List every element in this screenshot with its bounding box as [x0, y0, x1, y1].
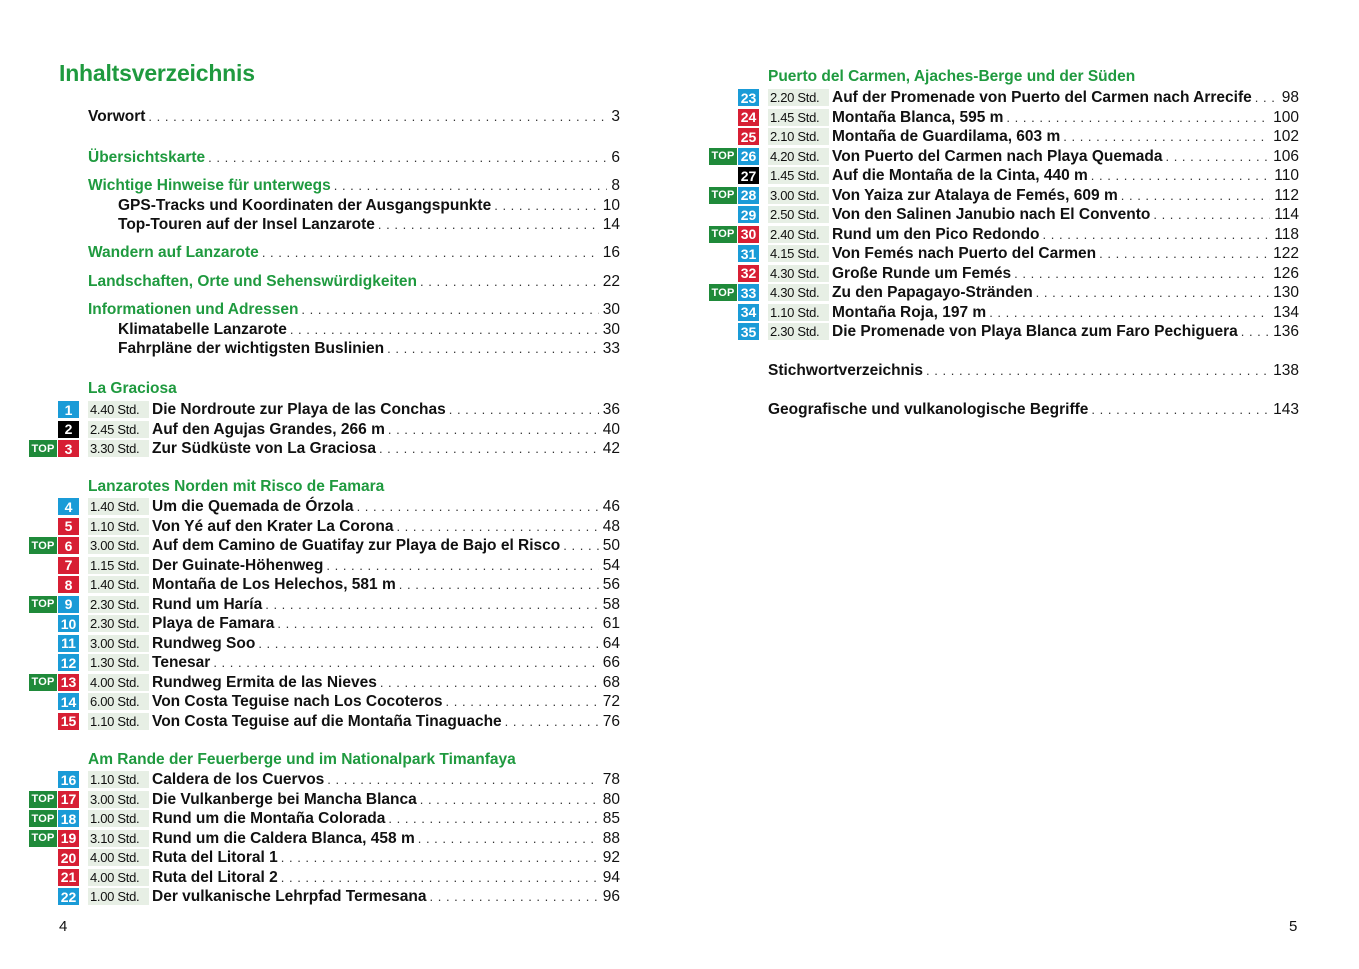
tour-entry-leader-dots — [281, 868, 599, 888]
tour-entry[interactable] — [152, 575, 620, 595]
toc-entry-leader-dots — [290, 320, 599, 340]
toc-entry[interactable] — [118, 320, 620, 340]
tour-entry-title: Montaña de Guardilama, 603 m — [832, 128, 1061, 145]
toc-entry-page: 22 — [602, 273, 620, 290]
toc-entry-leader-dots — [301, 300, 598, 320]
tour-entry[interactable] — [832, 225, 1299, 245]
tour-entry[interactable] — [832, 283, 1299, 303]
tour-entry-leader-dots — [1165, 147, 1269, 167]
tour-number-badge: 7 — [58, 557, 79, 574]
toc-entry-leader-dots — [378, 215, 599, 235]
tour-duration: 2.30 Std. — [768, 323, 829, 340]
toc-entry-title: GPS-Tracks und Koordinaten der Ausgangspunkte — [118, 197, 492, 214]
tour-entry-page: 68 — [602, 673, 620, 691]
tour-number-badge: 30 — [738, 226, 759, 243]
tour-entry-page: 110 — [1274, 167, 1299, 184]
tour-duration: 1.10 Std. — [768, 304, 829, 321]
toc-entry-title: Top-Touren auf der Insel Lanzarote — [118, 216, 375, 233]
tour-entry-leader-dots — [563, 536, 598, 556]
tour-entry-leader-dots — [379, 439, 599, 459]
tour-entry-page: 58 — [602, 595, 620, 613]
tour-entry-title: Auf dem Camino de Guatifay zur Playa de Bajo el Risco — [152, 537, 561, 554]
tour-duration: 2.30 Std. — [88, 596, 149, 613]
tour-number-badge: 15 — [58, 713, 79, 730]
tour-entry-title: Rund um die Caldera Blanca, 458 m — [152, 829, 415, 847]
tour-entry-leader-dots — [1006, 108, 1269, 128]
tour-entry-leader-dots — [277, 614, 598, 634]
tour-entry-title: Rund um Haría — [152, 595, 263, 613]
tour-entry-leader-dots — [420, 790, 599, 810]
tour-entry-page: 100 — [1273, 108, 1299, 126]
toc-entry-leader-dots — [208, 148, 607, 168]
tour-number-badge: 13 — [58, 674, 79, 691]
tour-entry-leader-dots — [1014, 264, 1269, 284]
tour-entry-leader-dots — [281, 848, 599, 868]
toc-entry[interactable] — [118, 339, 620, 359]
tour-entry-page: 56 — [602, 576, 620, 593]
tour-entry[interactable] — [152, 848, 620, 868]
tour-entry[interactable] — [152, 868, 620, 888]
toc-entry-title: Übersichtskarte — [88, 149, 206, 166]
tour-number-badge: 14 — [58, 693, 79, 710]
tour-duration: 4.30 Std. — [768, 265, 829, 282]
tour-duration: 2.50 Std. — [768, 206, 829, 223]
section-heading: Puerto del Carmen, Ajaches-Berge und der Süden — [768, 68, 1136, 85]
tour-number-badge: 16 — [58, 771, 79, 788]
toc-entry[interactable] — [768, 361, 1299, 381]
tour-entry-leader-dots — [396, 517, 598, 537]
tour-entry[interactable] — [832, 303, 1299, 323]
toc-entry[interactable] — [88, 176, 620, 196]
tour-number-badge: 34 — [738, 304, 759, 321]
tour-entry[interactable] — [152, 770, 620, 790]
page-number-right: 5 — [1289, 918, 1298, 935]
tour-entry-page: 112 — [1274, 186, 1299, 204]
tour-entry-title: Der vulkanische Lehrpfad Termesana — [152, 888, 427, 905]
top-tour-badge: TOP — [709, 284, 737, 301]
tour-entry-page: 42 — [602, 440, 620, 457]
tour-entry[interactable] — [152, 614, 620, 634]
tour-entry[interactable] — [832, 166, 1299, 186]
toc-entry-page: 10 — [602, 197, 620, 214]
tour-duration: 4.40 Std. — [88, 401, 149, 418]
tour-duration: 1.10 Std. — [88, 713, 149, 730]
tour-duration: 2.10 Std. — [768, 128, 829, 145]
tour-entry-title: Auf den Agujas Grandes, 266 m — [152, 420, 385, 438]
tour-entry-page: 54 — [602, 556, 620, 574]
toc-entry-page: 14 — [602, 216, 620, 233]
tour-entry-page: 46 — [602, 498, 620, 515]
tour-entry-title: Von Femés nach Puerto del Carmen — [832, 245, 1097, 262]
tour-entry-leader-dots — [449, 400, 599, 420]
tour-number-badge: 6 — [58, 537, 79, 554]
tour-entry[interactable] — [832, 186, 1299, 206]
tour-entry-title: Rund um die Montaña Colorada — [152, 810, 386, 827]
toc-entry-title: Geografische und vulkanologische Begriffe — [768, 401, 1089, 418]
tour-number-badge: 20 — [58, 849, 79, 866]
tour-duration: 1.45 Std. — [768, 109, 829, 126]
tour-entry-page: 134 — [1273, 303, 1299, 321]
tour-entry-leader-dots — [1043, 225, 1271, 245]
tour-number-badge: 21 — [58, 869, 79, 886]
tour-entry-title: Rundweg Ermita de las Nieves — [152, 673, 377, 691]
tour-entry[interactable] — [152, 497, 620, 517]
toc-entry-page: 143 — [1273, 401, 1299, 418]
tour-entry[interactable] — [152, 556, 620, 576]
tour-entry-title: Die Vulkanberge bei Mancha Blanca — [152, 790, 417, 808]
tour-entry-page: 136 — [1273, 323, 1299, 340]
tour-entry-leader-dots — [326, 556, 598, 576]
tour-duration: 1.10 Std. — [88, 518, 149, 535]
tour-entry[interactable] — [832, 147, 1299, 167]
tour-entry-title: Von Yaiza zur Atalaya de Femés, 609 m — [832, 186, 1118, 204]
tour-entry-leader-dots — [418, 829, 599, 849]
tour-entry-title: Caldera de los Cuervos — [152, 771, 325, 788]
page-title: Inhaltsverzeichnis — [59, 60, 255, 86]
tour-number-badge: 11 — [58, 635, 79, 652]
tour-number-badge: 31 — [738, 245, 759, 262]
top-tour-badge: TOP — [29, 830, 57, 847]
toc-entry-page: 3 — [611, 108, 620, 125]
tour-duration: 4.00 Std. — [88, 869, 149, 886]
tour-duration: 1.40 Std. — [88, 498, 149, 515]
tour-entry-title: Große Runde um Femés — [832, 264, 1012, 282]
tour-number-badge: 4 — [58, 498, 79, 515]
tour-entry-leader-dots — [1063, 127, 1269, 147]
tour-duration: 1.00 Std. — [88, 810, 149, 827]
toc-entry[interactable] — [88, 300, 620, 320]
tour-entry-page: 40 — [602, 420, 620, 438]
toc-entry-title: Informationen und Adressen — [88, 301, 299, 318]
tour-entry[interactable] — [152, 712, 620, 732]
tour-entry[interactable] — [832, 264, 1299, 284]
toc-entry[interactable] — [118, 196, 620, 216]
toc-entry-page: 16 — [602, 244, 620, 261]
tour-entry-title: Der Guinate-Höhenweg — [152, 556, 324, 574]
tour-entry-title: Zu den Papagayo-Stränden — [832, 284, 1033, 301]
tour-entry[interactable] — [152, 692, 620, 712]
tour-number-badge: 23 — [738, 89, 759, 106]
toc-entry-title: Stichwortverzeichnis — [768, 362, 924, 379]
tour-entry[interactable] — [152, 439, 620, 459]
tour-entry[interactable] — [832, 205, 1299, 225]
tour-entry-title: Von Puerto del Carmen nach Playa Quemada — [832, 147, 1163, 165]
tour-duration: 4.20 Std. — [768, 148, 829, 165]
tour-entry-leader-dots — [1241, 322, 1269, 342]
tour-duration: 6.00 Std. — [88, 693, 149, 710]
tour-entry-title: Die Nordroute zur Playa de las Conchas — [152, 401, 446, 418]
tour-duration: 4.00 Std. — [88, 849, 149, 866]
toc-entry-leader-dots — [420, 272, 599, 292]
tour-duration: 1.40 Std. — [88, 576, 149, 593]
tour-entry-title: Von Costa Teguise auf die Montaña Tinaguache — [152, 712, 502, 730]
toc-entry-leader-dots — [262, 243, 599, 263]
tour-entry-leader-dots — [388, 420, 599, 440]
tour-entry-page: 48 — [602, 517, 620, 535]
tour-entry-leader-dots — [399, 575, 599, 595]
tour-entry-leader-dots — [446, 692, 599, 712]
toc-entry-leader-dots — [494, 196, 599, 216]
tour-number-badge: 2 — [58, 421, 79, 438]
tour-entry-page: 122 — [1273, 245, 1299, 262]
tour-number-badge: 22 — [58, 888, 79, 905]
tour-duration: 1.10 Std. — [88, 771, 149, 788]
toc-entry-page: 30 — [602, 301, 620, 318]
tour-entry-leader-dots — [1091, 166, 1270, 186]
tour-entry-leader-dots — [1099, 244, 1269, 264]
tour-entry[interactable] — [832, 127, 1299, 147]
tour-entry-title: Um die Quemada de Órzola — [152, 498, 354, 515]
tour-duration: 2.30 Std. — [88, 615, 149, 632]
tour-number-badge: 5 — [58, 518, 79, 535]
toc-entry-leader-dots — [1091, 400, 1269, 420]
tour-number-badge: 29 — [738, 206, 759, 223]
tour-entry-leader-dots — [380, 673, 599, 693]
tour-duration: 2.20 Std. — [768, 89, 829, 106]
tour-entry-page: 66 — [602, 654, 620, 671]
top-tour-badge: TOP — [709, 187, 737, 204]
tour-entry[interactable] — [832, 88, 1299, 108]
tour-entry-leader-dots — [505, 712, 599, 732]
toc-entry-leader-dots — [148, 107, 607, 127]
tour-entry-page: 80 — [602, 790, 620, 808]
tour-duration: 4.15 Std. — [768, 245, 829, 262]
tour-entry-page: 78 — [602, 771, 620, 788]
toc-entry[interactable] — [88, 272, 620, 292]
toc-entry-title: Landschaften, Orte und Sehenswürdigkeiten — [88, 273, 417, 290]
tour-duration: 3.10 Std. — [88, 830, 149, 847]
tour-entry-leader-dots — [327, 770, 598, 790]
section-heading: Am Rande der Feuerberge und im Nationalpark Timanfaya — [88, 751, 516, 768]
top-tour-badge: TOP — [29, 810, 57, 827]
tour-entry-page: 61 — [602, 615, 620, 632]
tour-entry[interactable] — [152, 634, 620, 654]
toc-entry-page: 8 — [611, 177, 620, 194]
tour-number-badge: 24 — [738, 109, 759, 126]
toc-entry-page: 138 — [1273, 362, 1299, 379]
tour-number-badge: 12 — [58, 654, 79, 671]
tour-number-badge: 28 — [738, 187, 759, 204]
tour-duration: 2.45 Std. — [88, 421, 149, 438]
tour-duration: 3.00 Std. — [768, 187, 829, 204]
tour-entry-page: 94 — [602, 868, 620, 886]
tour-entry[interactable] — [152, 595, 620, 615]
tour-number-badge: 35 — [738, 323, 759, 340]
tour-entry-leader-dots — [258, 634, 598, 654]
tour-entry-leader-dots — [357, 497, 599, 517]
tour-entry-title: Auf die Montaña de la Cinta, 440 m — [832, 167, 1088, 184]
tour-number-badge: 33 — [738, 284, 759, 301]
top-tour-badge: TOP — [709, 226, 737, 243]
tour-entry-leader-dots — [1255, 88, 1278, 108]
tour-entry[interactable] — [152, 673, 620, 693]
tour-entry-title: Von den Salinen Janubio nach El Convento — [832, 206, 1151, 223]
tour-number-badge: 17 — [58, 791, 79, 808]
tour-number-badge: 3 — [58, 440, 79, 457]
tour-duration: 4.00 Std. — [88, 674, 149, 691]
tour-duration: 1.15 Std. — [88, 557, 149, 574]
toc-entry-title: Klimatabelle Lanzarote — [118, 321, 287, 338]
toc-entry-title: Fahrpläne der wichtigsten Buslinien — [118, 340, 385, 357]
tour-entry-title: Auf der Promenade von Puerto del Carmen nach Arrecife — [832, 89, 1252, 106]
toc-entry-leader-dots — [334, 176, 608, 196]
tour-entry-page: 98 — [1281, 89, 1299, 106]
tour-duration: 3.00 Std. — [88, 791, 149, 808]
top-tour-badge: TOP — [709, 148, 737, 165]
tour-entry-title: Montaña Blanca, 595 m — [832, 108, 1004, 126]
toc-entry-title: Wandern auf Lanzarote — [88, 244, 259, 261]
toc-entry-page: 30 — [602, 321, 620, 338]
tour-entry-page: 64 — [602, 634, 620, 652]
tour-entry[interactable] — [152, 400, 620, 420]
tour-entry-leader-dots — [388, 809, 598, 829]
tour-entry[interactable] — [152, 829, 620, 849]
tour-duration: 3.00 Std. — [88, 537, 149, 554]
top-tour-badge: TOP — [29, 791, 57, 808]
tour-entry[interactable] — [832, 244, 1299, 264]
tour-entry-page: 85 — [602, 810, 620, 827]
tour-number-badge: 10 — [58, 615, 79, 632]
tour-duration: 4.30 Std. — [768, 284, 829, 301]
tour-duration: 2.40 Std. — [768, 226, 829, 243]
tour-entry-page: 102 — [1273, 128, 1299, 145]
tour-duration: 1.45 Std. — [768, 167, 829, 184]
tour-entry-title: Rund um den Pico Redondo — [832, 225, 1040, 243]
tour-entry-title: Montaña de Los Helechos, 581 m — [152, 576, 396, 593]
page-number-left: 4 — [59, 918, 68, 935]
toc-entry[interactable] — [88, 107, 620, 127]
tour-entry[interactable] — [832, 108, 1299, 128]
tour-entry[interactable] — [152, 517, 620, 537]
tour-entry-page: 92 — [602, 849, 620, 866]
tour-entry-page: 118 — [1274, 225, 1299, 243]
tour-entry-leader-dots — [430, 887, 599, 907]
tour-entry-leader-dots — [989, 303, 1269, 323]
tour-number-badge: 1 — [58, 401, 79, 418]
tour-number-badge: 25 — [738, 128, 759, 145]
tour-entry-title: Die Promenade von Playa Blanca zum Faro Pechiguera — [832, 323, 1238, 340]
tour-entry[interactable] — [152, 887, 620, 907]
tour-entry-page: 96 — [602, 888, 620, 905]
tour-entry-leader-dots — [1036, 283, 1269, 303]
tour-entry-page: 72 — [602, 693, 620, 710]
tour-entry-title: Montaña Roja, 197 m — [832, 303, 987, 321]
tour-entry-page: 88 — [602, 829, 620, 847]
top-tour-badge: TOP — [29, 596, 57, 613]
tour-entry-page: 130 — [1273, 284, 1299, 301]
tour-entry-title: Rundweg Soo — [152, 634, 256, 652]
toc-entry[interactable] — [768, 400, 1299, 420]
tour-entry[interactable] — [152, 809, 620, 829]
tour-entry-title: Tenesar — [152, 654, 211, 671]
tour-entry-page: 50 — [602, 537, 620, 554]
tour-entry-leader-dots — [265, 595, 599, 615]
tour-entry-leader-dots — [1121, 186, 1271, 206]
tour-number-badge: 9 — [58, 596, 79, 613]
tour-entry-leader-dots — [213, 653, 598, 673]
toc-entry-leader-dots — [926, 361, 1269, 381]
toc-entry-page: 6 — [611, 149, 620, 166]
tour-duration: 1.00 Std. — [88, 888, 149, 905]
toc-entry[interactable] — [118, 215, 620, 235]
tour-number-badge: 27 — [738, 167, 759, 184]
tour-entry-page: 76 — [602, 712, 620, 730]
toc-entry[interactable] — [88, 243, 620, 263]
tour-entry-title: Playa de Famara — [152, 615, 275, 632]
toc-entry-title: Vorwort — [88, 108, 146, 125]
tour-duration: 3.30 Std. — [88, 440, 149, 457]
toc-entry-title: Wichtige Hinweise für unterwegs — [88, 177, 331, 194]
top-tour-badge: TOP — [29, 537, 57, 554]
section-heading: Lanzarotes Norden mit Risco de Famara — [88, 478, 385, 495]
tour-number-badge: 26 — [738, 148, 759, 165]
tour-entry[interactable] — [152, 420, 620, 440]
tour-entry-page: 114 — [1274, 206, 1299, 223]
tour-entry-page: 126 — [1273, 264, 1299, 282]
top-tour-badge: TOP — [29, 674, 57, 691]
tour-number-badge: 18 — [58, 810, 79, 827]
tour-entry-title: Ruta del Litoral 1 — [152, 849, 278, 866]
tour-entry[interactable] — [152, 653, 620, 673]
toc-entry[interactable] — [88, 148, 620, 168]
tour-duration: 1.30 Std. — [88, 654, 149, 671]
tour-entry-leader-dots — [1153, 205, 1270, 225]
tour-entry-title: Ruta del Litoral 2 — [152, 868, 278, 886]
tour-number-badge: 8 — [58, 576, 79, 593]
toc-entry-leader-dots — [387, 339, 599, 359]
top-tour-badge: TOP — [29, 440, 57, 457]
tour-entry[interactable] — [152, 536, 620, 556]
tour-number-badge: 32 — [738, 265, 759, 282]
tour-entry-title: Zur Südküste von La Graciosa — [152, 440, 376, 457]
tour-entry-page: 106 — [1273, 147, 1299, 165]
section-heading: La Graciosa — [88, 380, 177, 397]
tour-entry-title: Von Costa Teguise nach Los Cocoteros — [152, 693, 443, 710]
toc-entry-page: 33 — [602, 340, 620, 357]
tour-entry[interactable] — [832, 322, 1299, 342]
tour-entry-page: 36 — [602, 401, 620, 418]
tour-duration: 3.00 Std. — [88, 635, 149, 652]
tour-number-badge: 19 — [58, 830, 79, 847]
tour-entry[interactable] — [152, 790, 620, 810]
tour-entry-title: Von Yé auf den Krater La Corona — [152, 517, 394, 535]
